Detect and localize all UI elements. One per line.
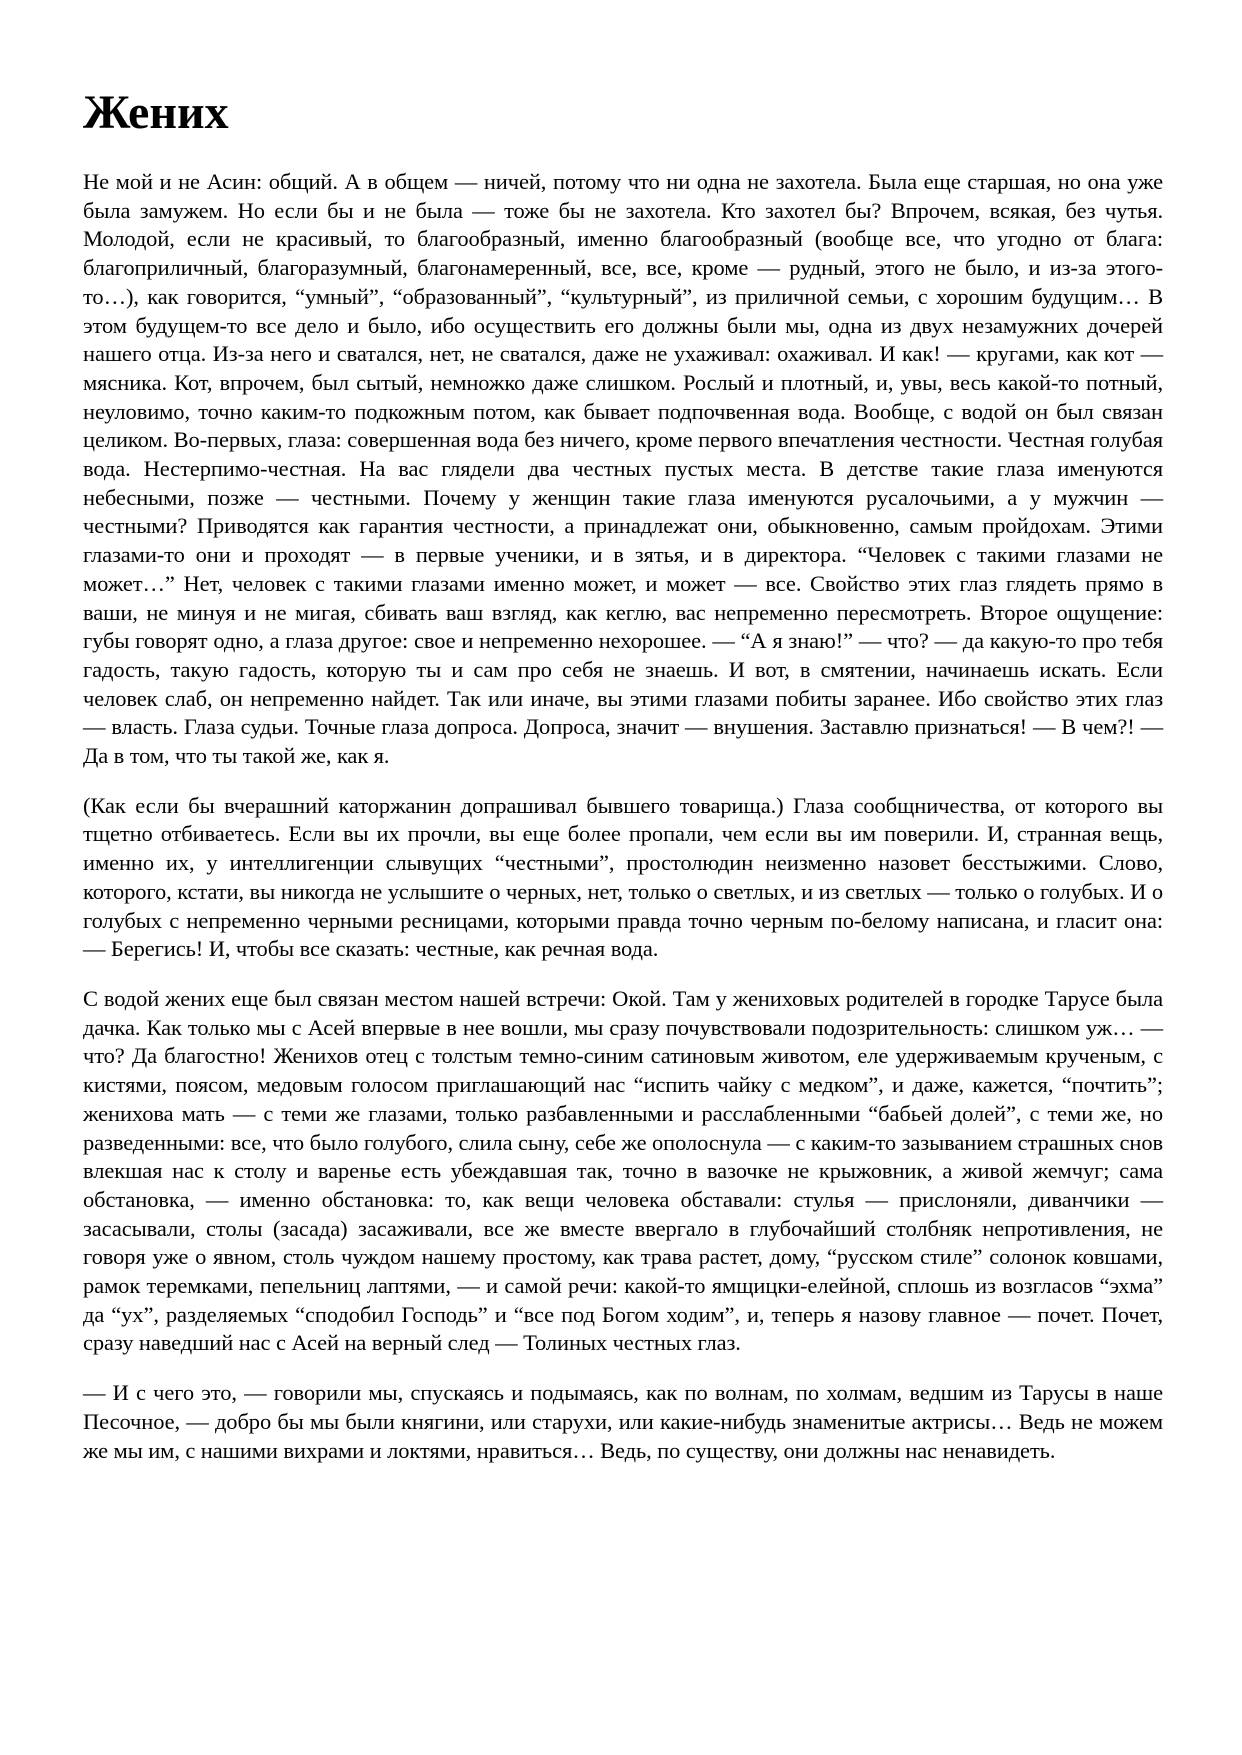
document-title: Жених: [83, 86, 229, 139]
document-page: [83, 84, 1163, 1486]
paragraph-3: С водой жених еще был связан местом нашей встречи: Окой. Там у жениховых родителей в городке Тарусе была дачка. Как только мы с Асей впервые в нее вошли, мы сразу почувствовали подозрительность: слишком уж… — что? Да благостно! Женихов отец с толстым темно-синим сатиновым животом, еле удерживаемым крученым, с кистями, поясом, медовым голосом приглашающий нас “испить чайку с медком”, и даже, кажется, “почтить”; женихова мать — с теми же глазами, только разбавленными и расслабленными “бабьей долей”, с теми же, но разведенными: все, что было голубого, слила сыну, себе же ополоснула — с каким-то зазыванием страшных снов влекшая нас к столу и варенье есть убеждавшая так, точно в вазочке не крыжовник, а живой жемчуг; сама обстановка, — именно обстановка: то, как вещи человека обставали: стулья — прислоняли, диванчики — засасывали, столы (засада) засаживали, все же вместе ввергало в глубочайший столбняк непротивления, не говоря уже о явном, столь чуждом нашему простому, как трава растет, дому, “русском стиле” солонок ковшами, рамок теремками, пепельниц лаптями, — и самой речи: какой-то ямщицки-елейной, сплошь из возгласов “эхма” да “ух”, разделяемых “сподобил Господь” и “все под Богом ходим”, и, теперь я назову главное — почет. Почет, сразу наведший нас с Асей на верный след — Толиных честных глаз.: [83, 985, 1163, 1356]
paragraph-4: — И с чего это, — говорили мы, спускаясь и подымаясь, как по волнам, по холмам, ведшим из Тарусы в наше Песочное, — добро бы мы были княгини, или старухи, или какие-нибудь знаменитые актрисы… Ведь не можем же мы им, с нашими вихрами и локтями, нравиться… Ведь, по существу, они должны нас ненавидеть.: [83, 1380, 1163, 1463]
paragraph-1: Не мой и не Асин: общий. А в общем — ничей, потому что ни одна не захотела. Была еще старшая, но она уже была замужем. Но если бы и не была — тоже бы не захотела. Кто захотел бы? Впрочем, всякая, без чутья. Молодой, если не красивый, то благообразный, именно благообразный (вообще все, что угодно от блага: благоприличный, благоразумный, благонамеренный, все, все, кроме — рудный, этого не было, и из-за этого-то…), как говорится, “умный”, “образованный”, “культурный”, из приличной семьи, с хорошим будущим… В этом будущем-то все дело и было, ибо осуществить его должны были мы, одна из двух незамужних дочерей нашего отца. Из-за него и сватался, нет, не сватался, даже не ухаживал: охаживал. И как! — кругами, как кот — мясника. Кот, впрочем, был сытый, немножко даже слишком. Рослый и плотный, и, увы, весь какой-то потный, неуловимо, точно каким-то подкожным потом, как бывает подпочвенная вода. Вообще, с водой он был связан целиком. Во-первых, глаза: совершенная вода без ничего, кроме первого впечатления честности. Честная голубая вода. Нестерпимо-честная. На вас глядели два честных пустых места. В детстве такие глаза именуются небесными, позже — честными. Почему у женщин такие глаза именуются русалочьими, а у мужчин — честными? Приводятся как гарантия честности, а принадлежат они, обыкновенно, самым пройдохам. Этими глазами-то они и проходят — в первые ученики, и в зятья, и в директора. “Человек с такими глазами не может…” Нет, человек с такими глазами именно может, и может — все. Свойство этих глаз глядеть прямо в ваши, не минуя и не мигая, сбивать ваш взгляд, как кеглю, вас непременно пересмотреть. Второе ощущение: губы говорят одно, а глаза другое: свое и непременно нехорошее. — “А я знаю!” — что? — да какую-то про тебя гадость, такую гадость, которую ты и сам про себя не знаешь. И вот, в смятении, начинаешь искать. Если человек слаб, он непременно найдет. Так или иначе, вы этими глазами побиты заранее. Ибо свойство этих глаз — власть. Глаза судьи. Точные глаза допроса. Допроса, значит — внушения. Заставлю признаться! — В чем?! — Да в том, что ты такой же, как я.: [83, 169, 1163, 769]
paragraph-2: (Как если бы вчерашний каторжанин допрашивал бывшего товарища.) Глаза сообщничества, от которого вы тщетно отбиваетесь. Если вы их прочли, вы еще более пропали, чем если вы им поверили. И, странная вещь, именно их, у интеллигенции слывущих “честными”, простолюдин неизменно назовет бесстыжими. Слово, которого, кстати, вы никогда не услышите о черных, нет, только о светлых, и из светлых — только о голубых. И о голубых с непременно черными ресницами, которыми правда точно черным по-белому написана, и гласит она: — Берегись! И, чтобы все сказать: честные, как речная вода.: [83, 792, 1163, 962]
